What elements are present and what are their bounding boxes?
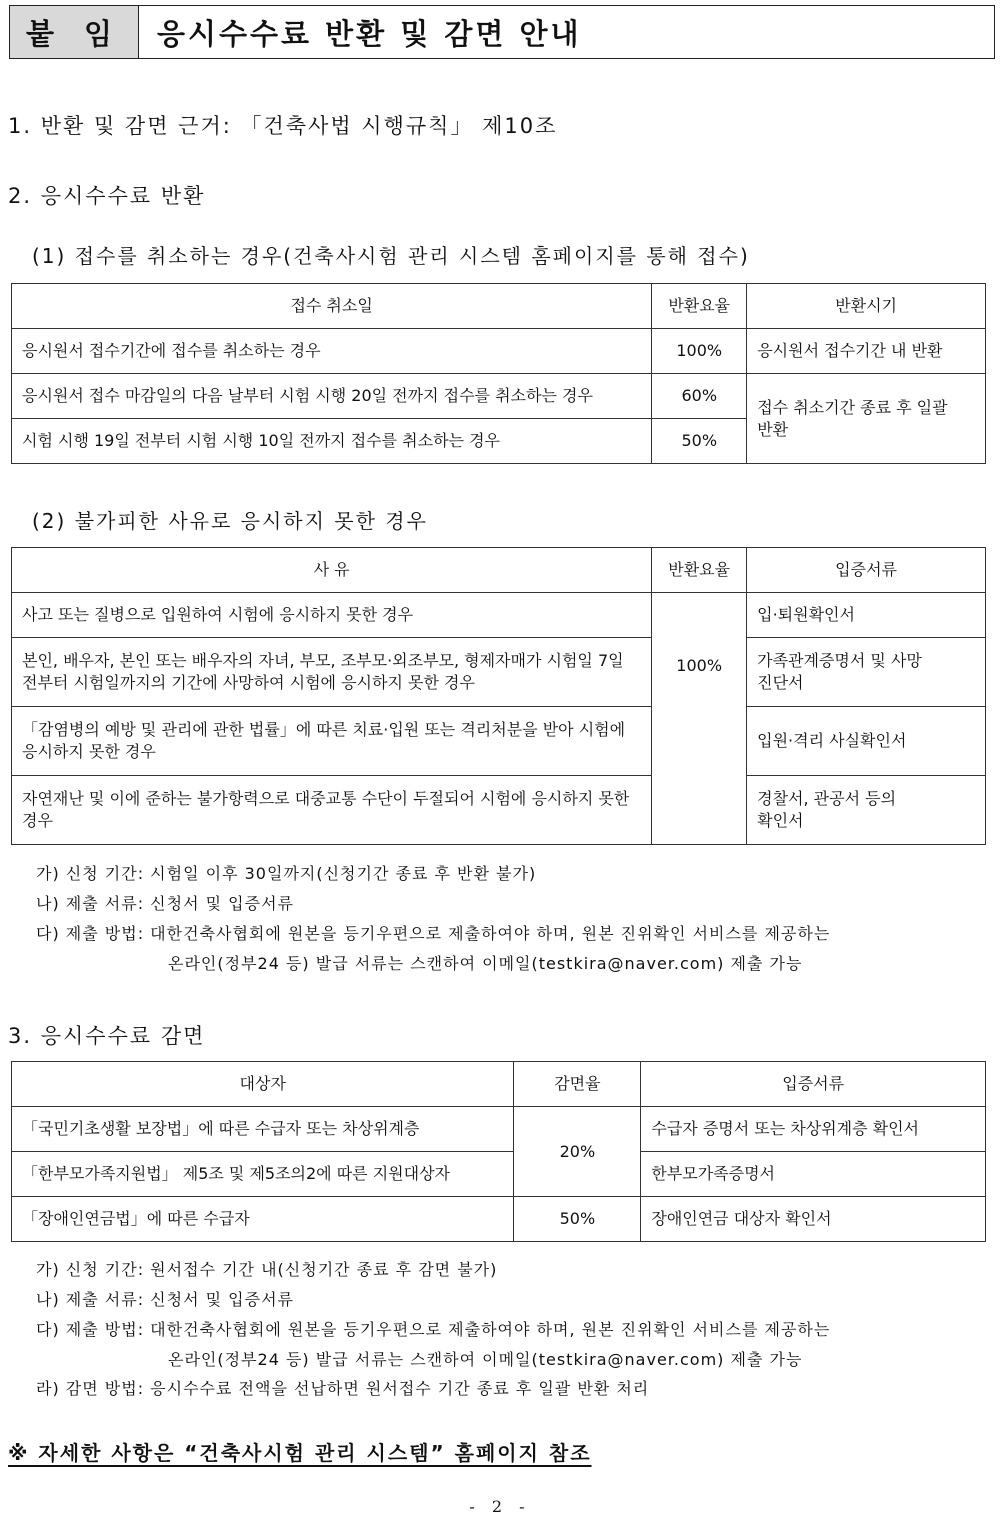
- table-header: 입증서류: [641, 1062, 986, 1107]
- table-cell: 수급자 증명서 또는 차상위계층 확인서: [641, 1107, 986, 1152]
- table-cell: 입원·격리 사실확인서: [747, 707, 986, 776]
- table-cell: 「국민기초생활 보장법」에 따른 수급자 또는 차상위계층: [12, 1107, 514, 1152]
- table-cell: 「한부모가족지원법」 제5조 및 제5조의2에 따른 지원대상자: [12, 1152, 514, 1197]
- table-cell: 자연재난 및 이에 준하는 불가항력으로 대중교통 수단이 두절되어 시험에 응시하지 못한 경우: [12, 776, 652, 845]
- section3-note: 온라인(정부24 등) 발급 서류는 스캔하여 이메일(testkira@naver.com) 제출 가능: [168, 1350, 803, 1369]
- table-cell: 60%: [652, 374, 747, 419]
- table-cell: 응시원서 접수기간 내 반환: [747, 329, 986, 374]
- table-row: [12, 329, 986, 374]
- section2-sub1-heading: (1) 접수를 취소하는 경우(건축사시험 관리 시스템 홈페이지를 통해 접수): [32, 244, 750, 268]
- page-number: - 2 -: [469, 1497, 531, 1516]
- table-cell: 20%: [514, 1107, 641, 1197]
- table-row: [12, 638, 986, 707]
- section3-note: 가) 신청 기간: 원서접수 기간 내(신청기간 종료 후 감면 불가): [36, 1260, 498, 1279]
- section3-note: 라) 감면 방법: 응시수수료 전액을 선납하면 원서접수 기간 종료 후 일괄 반환 처리: [36, 1379, 650, 1398]
- table-cell: 「감염병의 예방 및 관리에 관한 법률」에 따른 치료·입원 또는 격리처분을 받아 시험에 응시하지 못한 경우: [12, 707, 652, 776]
- table-header-row: [12, 1062, 986, 1107]
- table-header: 접수 취소일: [12, 284, 652, 329]
- table-header: 반환요율: [652, 548, 747, 593]
- table-cell: 100%: [652, 329, 747, 374]
- section3-note: 다) 제출 방법: 대한건축사협회에 원본을 등기우편으로 제출하여야 하며, 원본 진위확인 서비스를 제공하는: [36, 1320, 831, 1339]
- table-header-row: [12, 284, 986, 329]
- section3-heading: 3. 응시수수료 감면: [8, 1024, 206, 1048]
- table-row: [12, 1107, 986, 1152]
- sub2-note: 가) 신청 기간: 시험일 이후 30일까지(신청기간 종료 후 반환 불가): [36, 864, 537, 883]
- section1-heading: 1. 반환 및 감면 근거: 「건축사법 시행규칙」 제10조: [8, 114, 558, 138]
- sub2-note: 나) 제출 서류: 신청서 및 입증서류: [36, 894, 294, 913]
- table-cell: 장애인연금 대상자 확인서: [641, 1197, 986, 1242]
- sub2-note: 온라인(정부24 등) 발급 서류는 스캔하여 이메일(testkira@naver.com) 제출 가능: [168, 954, 803, 973]
- table-row: [12, 593, 986, 638]
- table-row: [12, 1197, 986, 1242]
- table-header: 대상자: [12, 1062, 514, 1107]
- attachment-tag: 붙 임: [10, 6, 139, 58]
- section3-note: 나) 제출 서류: 신청서 및 입증서류: [36, 1290, 294, 1309]
- table-cell: 50%: [514, 1197, 641, 1242]
- table-cell: 경찰서, 관공서 등의 확인서: [747, 776, 986, 845]
- table-cell: 시험 시행 19일 전부터 시험 시행 10일 전까지 접수를 취소하는 경우: [12, 419, 652, 464]
- page-title: 응시수수료 반환 및 감면 안내: [157, 16, 582, 51]
- table-header-row: [12, 548, 986, 593]
- table-header: 입증서류: [747, 548, 986, 593]
- cancel-refund-table: [11, 283, 986, 464]
- table-row: [12, 776, 986, 845]
- table-header: 반환요율: [652, 284, 747, 329]
- title-box: [9, 5, 995, 59]
- table-cell: 응시원서 접수 마감일의 다음 날부터 시험 시행 20일 전까지 접수를 취소하는 경우: [12, 374, 652, 419]
- table-cell: 사고 또는 질병으로 입원하여 시험에 응시하지 못한 경우: [12, 593, 652, 638]
- table-cell: 본인, 배우자, 본인 또는 배우자의 자녀, 부모, 조부모·외조부모, 형제자매가 시험일 7일 전부터 시험일까지의 기간에 사망하여 시험에 응시하지 못한 경우: [12, 638, 652, 707]
- table-cell: 「장애인연금법」에 따른 수급자: [12, 1197, 514, 1242]
- table-row: [12, 374, 986, 419]
- table-cell: 응시원서 접수기간에 접수를 취소하는 경우: [12, 329, 652, 374]
- table-cell: 접수 취소기간 종료 후 일괄 반환: [747, 374, 986, 464]
- table-header: 사 유: [12, 548, 652, 593]
- fee-reduction-table: [11, 1061, 986, 1242]
- section2-heading: 2. 응시수수료 반환: [8, 184, 206, 208]
- section2-sub2-heading: (2) 불가피한 사유로 응시하지 못한 경우: [32, 509, 428, 533]
- table-cell: 50%: [652, 419, 747, 464]
- table-cell: 가족관계증명서 및 사망진단서: [747, 638, 986, 707]
- reference-note: ※ 자세한 사항은 “건축사시험 관리 시스템” 홈페이지 참조: [8, 1441, 592, 1465]
- sub2-note: 다) 제출 방법: 대한건축사협회에 원본을 등기우편으로 제출하여야 하며, 원본 진위확인 서비스를 제공하는: [36, 924, 831, 943]
- table-row: [12, 1152, 986, 1197]
- table-cell: 한부모가족증명서: [641, 1152, 986, 1197]
- table-row: [12, 707, 986, 776]
- unavoidable-refund-table: [11, 547, 986, 845]
- table-header: 반환시기: [747, 284, 986, 329]
- table-cell: 입·퇴원확인서: [747, 593, 986, 638]
- table-header: 감면율: [514, 1062, 641, 1107]
- table-cell: 100%: [652, 593, 747, 845]
